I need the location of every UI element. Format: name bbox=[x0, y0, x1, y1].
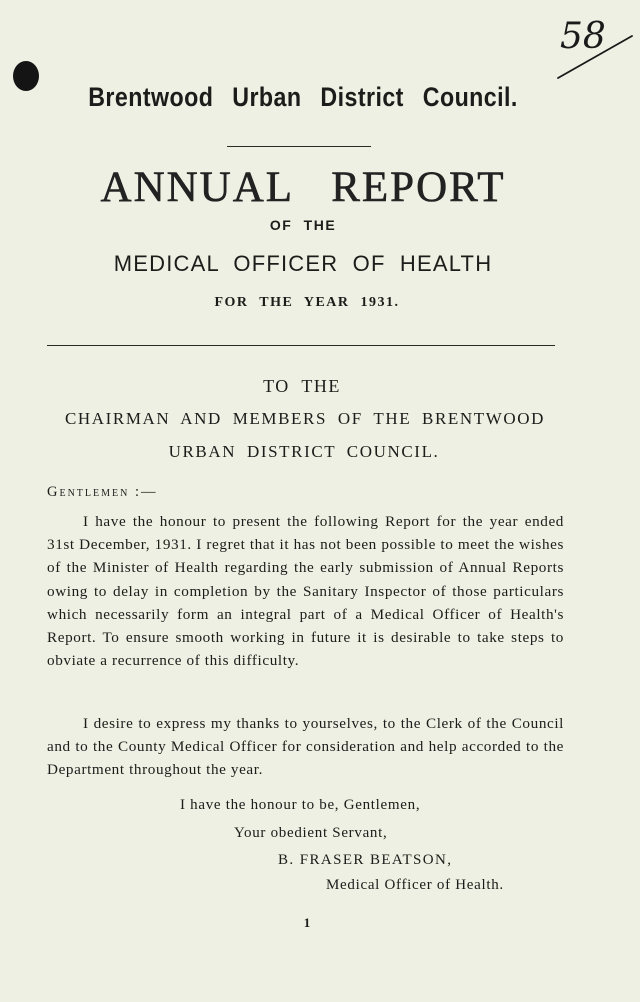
signoff-servant: Your obedient Servant, bbox=[234, 825, 388, 841]
signoff-name: B. FRASER BEATSON, bbox=[278, 852, 453, 868]
officer-title: MEDICAL OFFICER OF HEALTH bbox=[113, 251, 493, 276]
section-divider bbox=[47, 345, 555, 346]
report-title: ANNUAL REPORT bbox=[100, 164, 506, 211]
salutation: Gentlemen :— bbox=[47, 484, 158, 500]
addressee-line-3: URBAN DISTRICT COUNCIL. bbox=[168, 442, 440, 461]
report-year: FOR THE YEAR 1931. bbox=[214, 295, 400, 310]
handwritten-page-note bbox=[556, 8, 638, 86]
body-paragraph-2: I desire to express my thanks to yourselves, to the Clerk of the Council and to the County Medical Officer for consideration and help accorded to the Department throughout the year. bbox=[47, 715, 564, 779]
signoff-closing: I have the honour to be, Gentlemen, bbox=[180, 797, 421, 813]
addressee-line-1: TO THE bbox=[263, 376, 341, 396]
of-the-label: OF THE bbox=[269, 217, 337, 233]
title-divider bbox=[227, 146, 371, 147]
punch-hole-mark bbox=[13, 61, 39, 91]
signoff-position: Medical Officer of Health. bbox=[326, 877, 504, 893]
council-name: Brentwood Urban District Council. bbox=[88, 82, 518, 112]
addressee-line-2: CHAIRMAN AND MEMBERS OF THE BRENTWOOD bbox=[64, 409, 546, 428]
body-paragraph-1: I have the honour to present the following Report for the year ended 31st December, 1931. I regret that it has not been possible to meet the wishes of the Minister of Health regarding the early submission of Annual Reports owing to delay in completion by the Sanitary Inspector of those particulars which necessarily form an integral part of a Medical Officer of Health's Report. To ensure smooth working in future it is desirable to take steps to obviate a recurrence of this difficulty. bbox=[47, 513, 564, 670]
page-number: 1 bbox=[303, 915, 311, 930]
handwritten-number: 58 bbox=[560, 16, 606, 57]
